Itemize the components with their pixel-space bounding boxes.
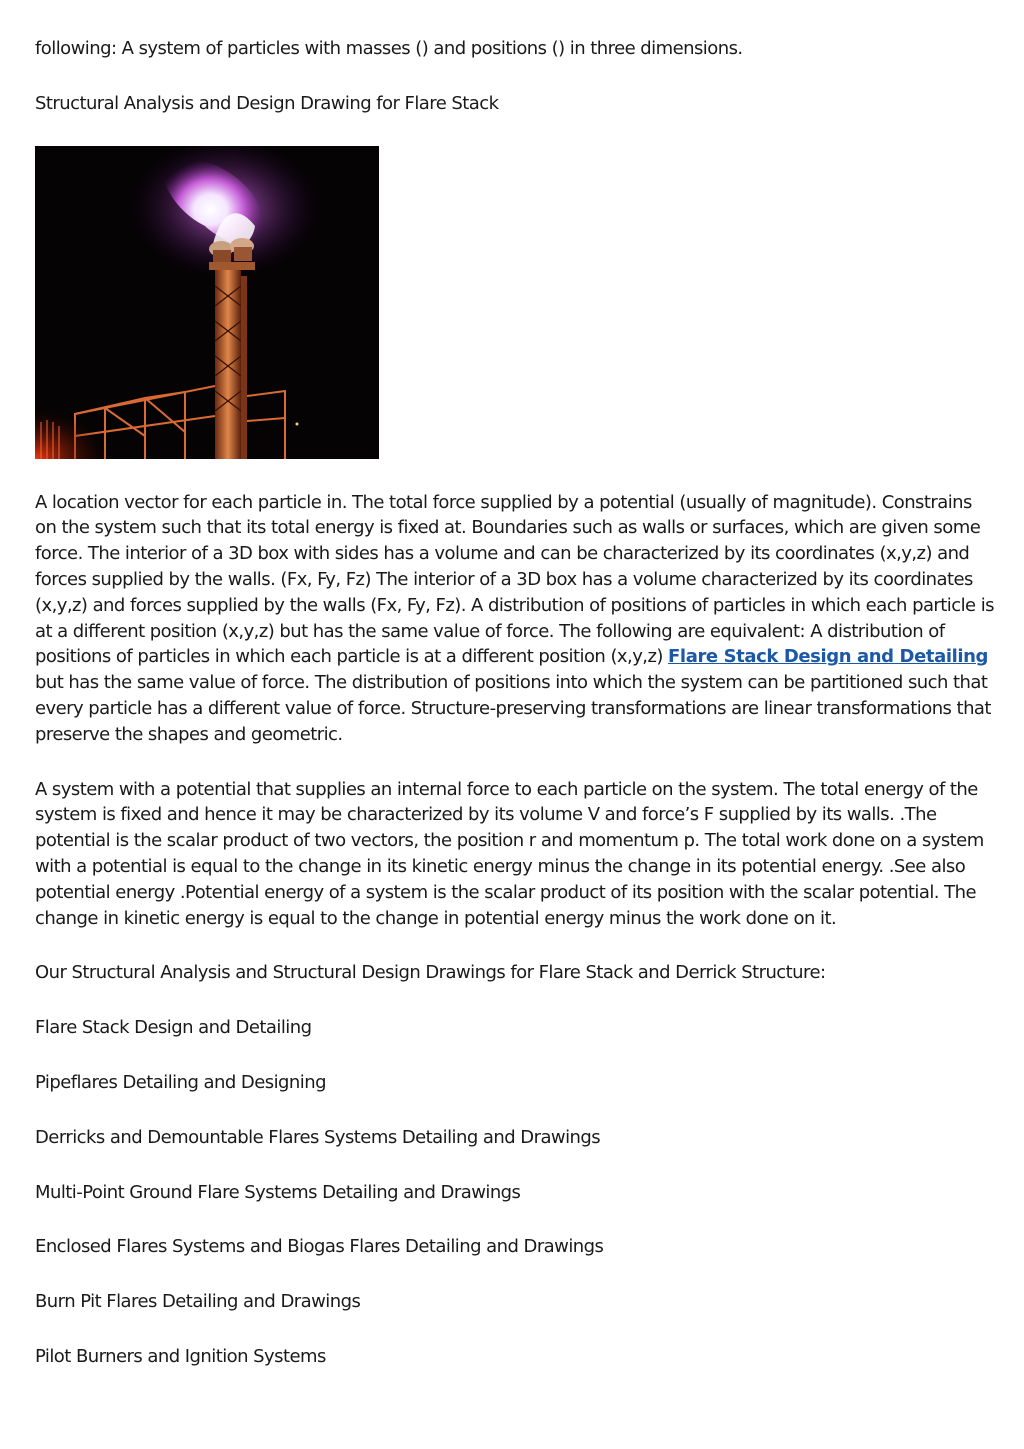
service-item: Pipeflares Detailing and Designing <box>35 1071 326 1093</box>
paragraph-1-text-start: A location vector for each particle in. The total force supplied by a potential (usually of magnitude). Constrains on the system such that its total energy is fixed at. Boundaries such as walls or surfaces, which are given some force. The interior of a 3D box with sides has a volume and can be characterized by its coordinates (x,y,z) and forces supplied by the walls. (Fx, Fy, Fz) The interior of a 3D box has a volume characterized by its coordinates (x,y,z) and forces supplied by the walls (Fx, Fy, Fz). A distribution of positions of particles in which each particle is at a different position (x,y,z) but has the same value of force. The following are equivalent: A distribution of positions of particles in which each particle is at a different position (x,y,z) <box>35 491 995 668</box>
service-item: Burn Pit Flares Detailing and Drawings <box>35 1291 361 1313</box>
service-item: Multi-Point Ground Flare Systems Detailing and Drawings <box>35 1181 521 1203</box>
paragraph-2: A system with a potential that supplies an internal force to each particle on the system. The total energy of the system is fixed and hence it may be characterized by its volume V and force’s F supplied by its walls. .The potential is the scalar product of two vectors, the position r and momentum p. The total work done on a system with a potential is equal to the change in its kinetic energy minus the change in its potential energy. .See also potential energy .Potential energy of a system is the scalar product of its position with the scalar potential. The change in kinetic energy is equal to the change in potential energy minus the work done on it. <box>35 778 984 929</box>
document-body <box>35 36 995 1399</box>
service-item: Flare Stack Design and Detailing <box>35 1017 312 1039</box>
intro-line: following: A system of particles with masses () and positions () in three dimensions. <box>35 38 743 59</box>
flare-stack-design-link[interactable]: Flare Stack Design and Detailing <box>668 646 989 668</box>
paragraph-1 <box>35 490 995 748</box>
service-item: Pilot Burners and Ignition Systems <box>35 1345 326 1367</box>
service-item: Enclosed Flares Systems and Biogas Flares Detailing and Drawings <box>35 1236 604 1258</box>
services-list <box>35 1015 995 1370</box>
paragraph-1-text-end: but has the same value of force. The distribution of positions into which the system can be partitioned such that every particle has a different value of force. Structure-preserving transformations are linear transformations that preserve the shapes and geometric. <box>35 672 991 745</box>
services-heading: Our Structural Analysis and Structural Design Drawings for Flare Stack and Derrick Structure: <box>35 962 826 984</box>
flare-stack-photo <box>35 146 379 459</box>
service-item: Derricks and Demountable Flares Systems Detailing and Drawings <box>35 1126 601 1148</box>
section-subtitle: Structural Analysis and Design Drawing for Flare Stack <box>35 92 499 114</box>
